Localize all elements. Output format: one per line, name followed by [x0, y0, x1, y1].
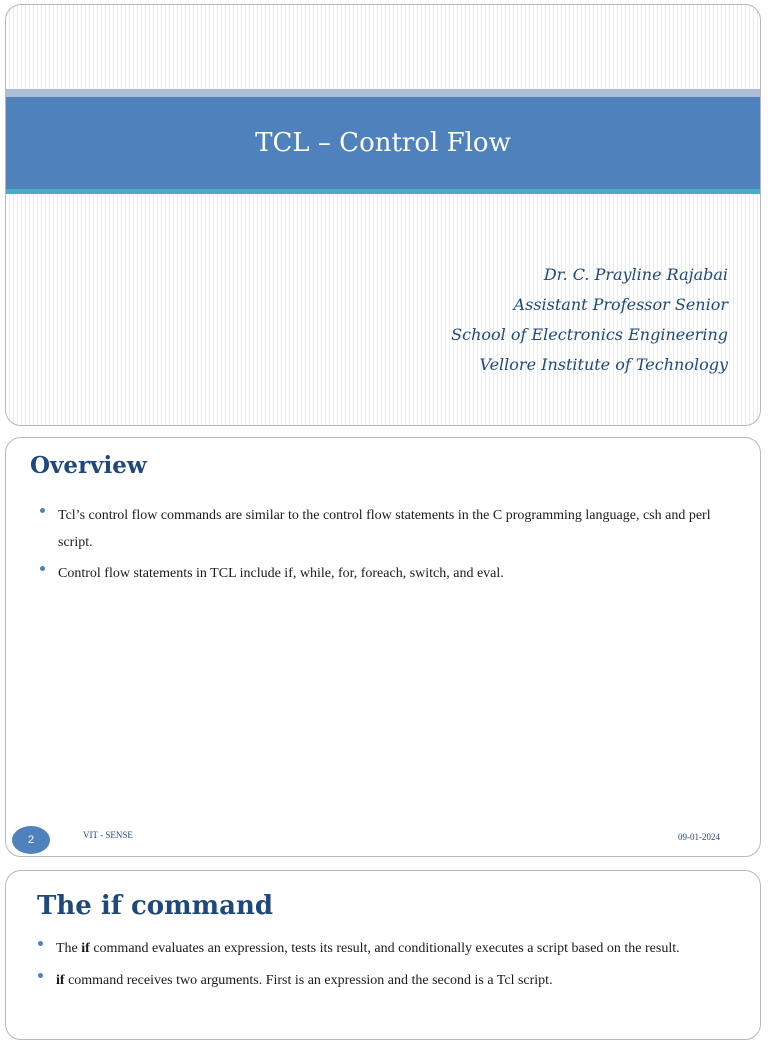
bullet-item — [36, 502, 720, 556]
author-position: Assistant Professor Senior — [513, 295, 728, 314]
bullet-keyword: if — [56, 973, 65, 988]
author-name: Dr. C. Prayline Rajabai — [543, 265, 728, 284]
title-slide — [5, 4, 761, 426]
if-command-slide — [5, 870, 761, 1040]
bullet-dot-icon — [40, 566, 45, 571]
slide-heading: The if command — [37, 891, 274, 921]
bullet-text-pre: The — [56, 941, 82, 956]
bullet-text-post: command evaluates an expression, tests its result, and conditionally executes a script based on the result. — [89, 941, 680, 956]
footer-date: 09-01-2024 — [678, 832, 720, 842]
author-institute: Vellore Institute of Technology — [479, 355, 728, 374]
title-band-bottom-stripe — [6, 189, 760, 194]
bullet-item — [36, 560, 720, 587]
bullet-text: Tcl’s control flow commands are similar to the control flow statements in the C programming language, csh and perl script. — [58, 508, 711, 550]
author-school: School of Electronics Engineering — [451, 325, 728, 344]
bullet-text: Control flow statements in TCL include if, while, for, foreach, switch, and eval. — [58, 566, 504, 581]
bullet-dot-icon — [38, 941, 43, 946]
bullet-dot-icon — [38, 973, 43, 978]
bullet-item — [34, 935, 720, 963]
bullet-text-post: command receives two arguments. First is an expression and the second is a Tcl script. — [64, 973, 553, 988]
bullet-keyword: if — [81, 941, 90, 956]
bullet-item — [34, 967, 720, 995]
overview-slide — [5, 437, 761, 857]
bullet-list — [36, 502, 720, 591]
bullet-dot-icon — [40, 508, 45, 513]
footer-label: VIT - SENSE — [83, 830, 133, 840]
author-block — [451, 260, 728, 380]
bullet-list — [34, 935, 720, 999]
slide-title: TCL – Control Flow — [255, 128, 511, 158]
page-number-badge: 2 — [12, 826, 50, 854]
slide-heading: Overview — [30, 452, 147, 479]
title-band-top-stripe — [6, 89, 760, 97]
